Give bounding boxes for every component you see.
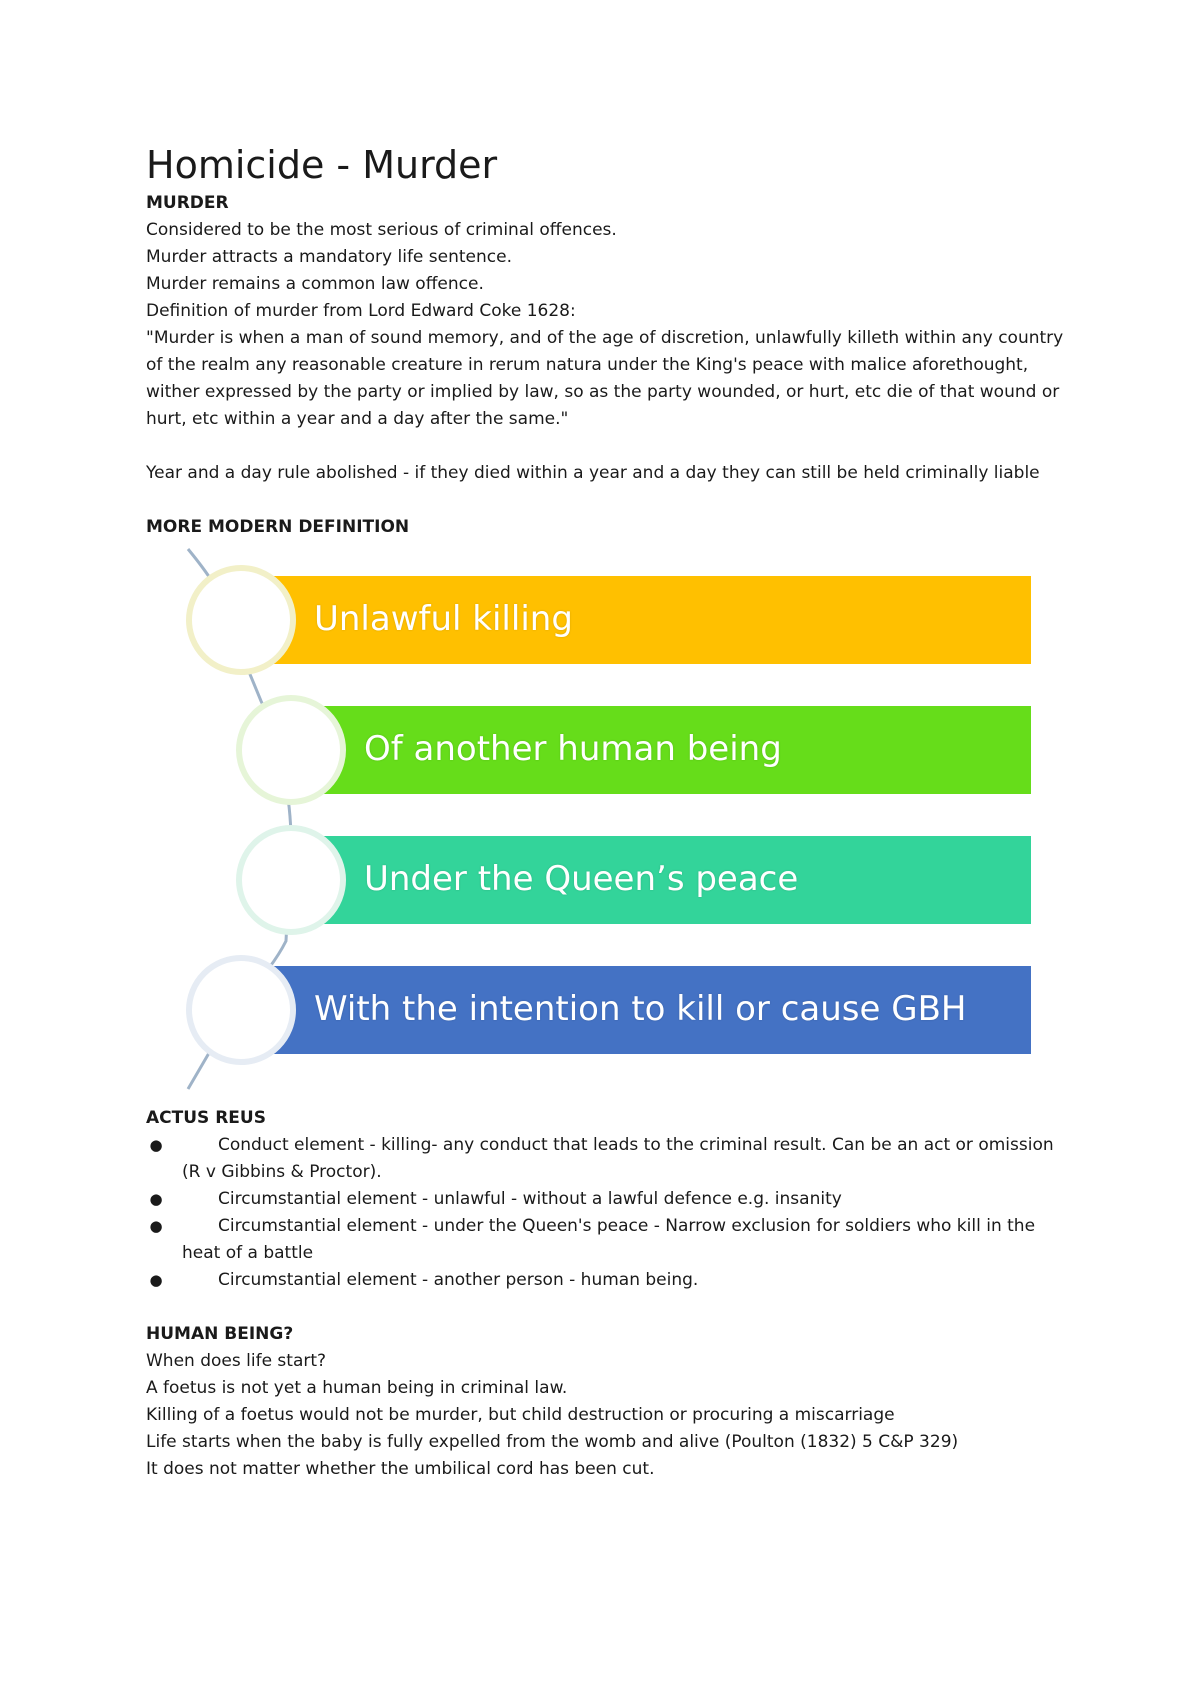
bullet-icon: ● [149,1136,163,1154]
modern-definition-diagram [146,541,1046,1101]
list-item: ● Circumstantial element - unlawful - without a lawful defence e.g. insanity [146,1186,1066,1213]
circle-1 [189,568,293,672]
human-line: It does not matter whether the umbilical cord has been cut. [146,1459,655,1479]
list-item: ● Circumstantial element - under the Queen's peace - Narrow exclusion for soldiers who kill in the heat of a battle [146,1213,1066,1267]
human-being-heading: HUMAN BEING? [146,1324,294,1344]
actus-reus-list [146,1132,1066,1294]
bar-label-unlawful-killing: Unlawful killing [314,599,573,639]
human-line: Killing of a foetus would not be murder, but child destruction or procuring a miscarriage [146,1405,895,1425]
bullet-icon: ● [149,1217,163,1235]
coke-quote: "Murder is when a man of sound memory, and of the age of discretion, unlawfully killeth within any country of the realm any reasonable creature in rerum natura under the King's peace with malice aforethought, wither expressed by the party or implied by law, so as the party wounded, or hurt, etc die of that wound or hurt, etc within a year and a day after the same." [146,328,1064,429]
bar-label-queens-peace: Under the Queen’s peace [364,859,799,899]
year-and-day-rule: Year and a day rule abolished - if they died within a year and a day they can still be held criminally liable [146,463,1040,483]
bar-label-another-human: Of another human being [364,729,782,769]
bar-label-intention: With the intention to kill or cause GBH [314,989,967,1029]
human-line: Life starts when the baby is fully expelled from the womb and alive (Poulton (1832) 5 C&P 329) [146,1432,959,1452]
bullet-icon: ● [149,1271,163,1289]
list-item: ● Circumstantial element - another person - human being. [146,1267,1066,1294]
list-item: ● Conduct element - killing- any conduct that leads to the criminal result. Can be an act or omission (R v Gibbins & Proctor). [146,1132,1066,1186]
circle-3 [239,828,343,932]
modern-definition-heading: MORE MODERN DEFINITION [146,517,410,537]
bullet-icon: ● [149,1190,163,1208]
human-line: When does life start? [146,1351,327,1371]
human-line: A foetus is not yet a human being in criminal law. [146,1378,568,1398]
murder-line: Definition of murder from Lord Edward Coke 1628: [146,301,576,321]
circle-2 [239,698,343,802]
document-title: Homicide - Murder [146,143,498,187]
murder-line: Considered to be the most serious of criminal offences. [146,220,617,240]
actus-reus-heading: ACTUS REUS [146,1108,266,1128]
document-page [146,140,1066,1483]
murder-line: Murder attracts a mandatory life sentence. [146,247,512,267]
circle-4 [189,958,293,1062]
murder-heading: MURDER [146,193,229,213]
murder-line: Murder remains a common law offence. [146,274,484,294]
